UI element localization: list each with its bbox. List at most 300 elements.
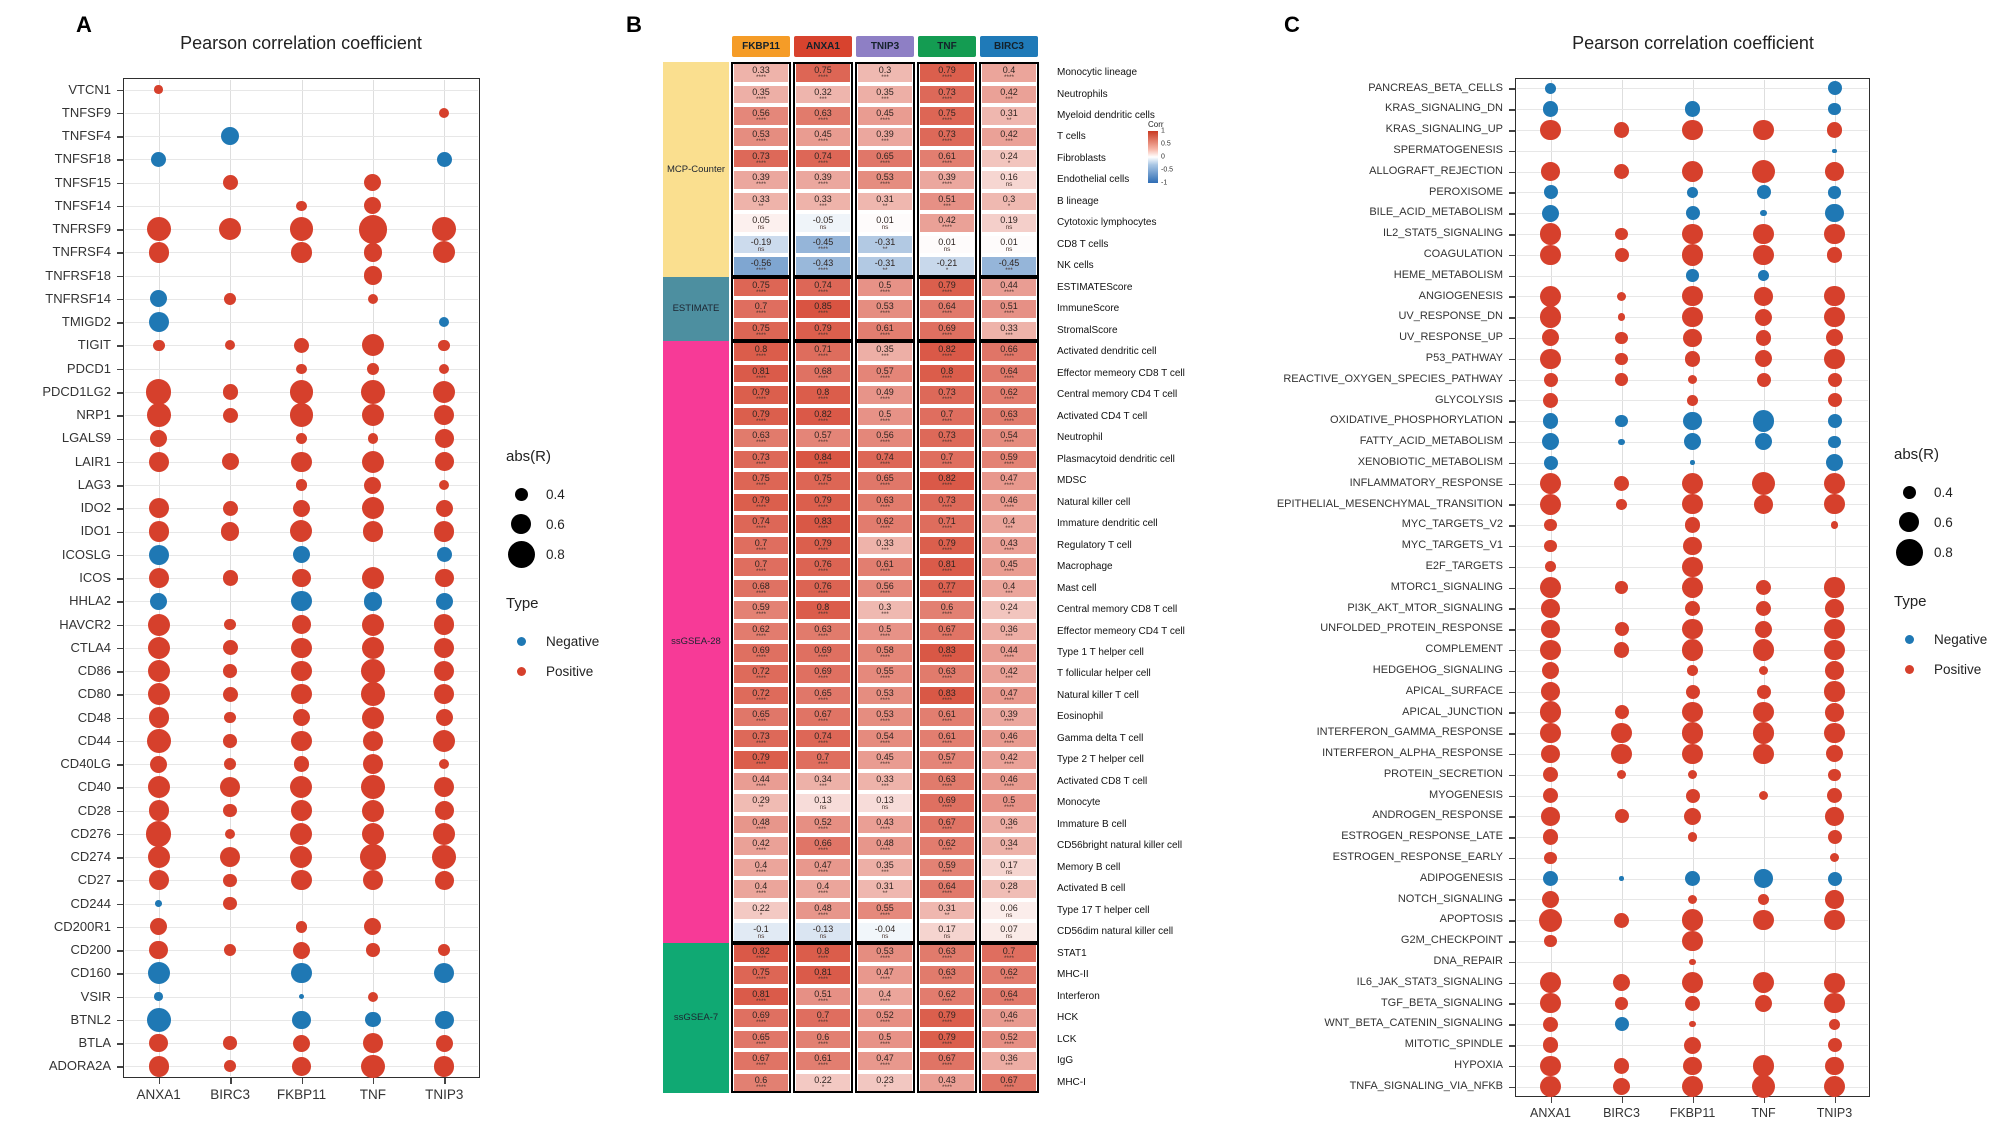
y-axis-label: APICAL_JUNCTION xyxy=(1402,705,1503,718)
data-dot xyxy=(1753,224,1773,244)
data-dot xyxy=(1542,205,1559,222)
heatmap-cell-significance: **** xyxy=(1003,417,1015,425)
heatmap-cell-significance: **** xyxy=(879,847,891,855)
data-dot xyxy=(1686,269,1698,281)
data-dot xyxy=(433,730,455,752)
data-dot xyxy=(1825,1057,1844,1076)
x-axis-label: TNIP3 xyxy=(1816,1106,1853,1120)
heatmap-cell-significance: **** xyxy=(817,825,829,833)
y-axis-label: DNA_REPAIR xyxy=(1433,955,1503,967)
heatmap-cell xyxy=(920,923,974,941)
heatmap-cell xyxy=(796,107,850,125)
heatmap-cell-significance: **** xyxy=(941,782,953,790)
size-dot-icon xyxy=(508,541,535,568)
heatmap-cell-significance: **** xyxy=(755,439,767,447)
heatmap-cell-value: 0.63 xyxy=(938,666,956,677)
heatmap-cell xyxy=(858,214,912,232)
heatmap-cell xyxy=(858,386,912,404)
colorbar-tick: 0.5 xyxy=(1161,140,1171,148)
y-axis-tick xyxy=(1509,421,1515,423)
y-axis-tick xyxy=(117,276,123,278)
heatmap-cell-significance: **** xyxy=(817,267,829,275)
heatmap-cell-value: 0.5 xyxy=(878,408,892,419)
heatmap-cell xyxy=(734,773,788,791)
heatmap-cell xyxy=(858,171,912,189)
data-dot xyxy=(435,569,454,588)
data-dot xyxy=(1824,993,1844,1013)
data-dot xyxy=(435,1011,454,1030)
heatmap-cell xyxy=(796,300,850,318)
heatmap-cell-value: 0.06 xyxy=(1000,902,1018,913)
y-axis-label: HEME_METABOLISM xyxy=(1393,268,1503,281)
heatmap-cell-value: 0.5 xyxy=(1002,795,1016,806)
heatmap-cell xyxy=(920,343,974,361)
heatmap-cell xyxy=(796,537,850,555)
row-label: Eosinophil xyxy=(1057,711,1104,723)
x-axis-label: FKBP11 xyxy=(276,1087,327,1102)
heatmap-cell-significance: **** xyxy=(817,589,829,597)
heatmap-cell-significance: ns xyxy=(881,224,889,232)
x-axis-label: TNF xyxy=(1751,1106,1776,1120)
data-dot xyxy=(1686,206,1700,220)
heatmap-cell xyxy=(982,988,1036,1006)
colorbar-tick: 1 xyxy=(1161,127,1165,135)
heatmap-cell-significance: *** xyxy=(881,611,889,618)
data-dot xyxy=(223,734,237,748)
heatmap-cell-value: 0.36 xyxy=(1000,816,1018,827)
y-axis-label: SPERMATOGENESIS xyxy=(1393,144,1503,156)
heatmap-cell xyxy=(920,644,974,662)
heatmap-cell-significance: *** xyxy=(1005,589,1013,597)
heatmap-cell-significance: **** xyxy=(941,954,953,962)
data-dot xyxy=(1753,245,1773,265)
heatmap-cell-significance: **** xyxy=(941,761,953,769)
row-label: Activated CD8 T cell xyxy=(1057,775,1148,787)
heatmap-cell xyxy=(734,386,788,404)
data-dot xyxy=(1541,682,1560,701)
heatmap-cell xyxy=(858,859,912,877)
heatmap-cell-value: 0.69 xyxy=(752,1010,770,1021)
y-axis-label: HHLA2 xyxy=(69,593,111,609)
heatmap-cell xyxy=(982,773,1036,791)
heatmap-cell-significance: ** xyxy=(882,267,888,275)
data-dot xyxy=(1615,581,1627,593)
data-dot xyxy=(146,379,172,405)
heatmap-cell xyxy=(734,451,788,469)
heatmap-cell xyxy=(734,279,788,297)
data-dot xyxy=(1753,910,1773,930)
heatmap-cell xyxy=(920,816,974,834)
heatmap-cell xyxy=(858,880,912,898)
heatmap-cell-significance: **** xyxy=(941,353,953,361)
heatmap-cell xyxy=(796,859,850,877)
heatmap-cell xyxy=(920,687,974,705)
heatmap-cell-significance: **** xyxy=(817,353,829,361)
heatmap-cell xyxy=(858,773,912,791)
heatmap-cell-significance: **** xyxy=(879,739,891,747)
heatmap-cell-significance: **** xyxy=(879,181,891,189)
y-axis-label: CD276 xyxy=(70,825,111,841)
heatmap-cell-value: 0.79 xyxy=(938,1010,956,1021)
y-axis-tick xyxy=(1509,213,1515,215)
data-dot xyxy=(1825,807,1844,826)
y-axis-tick xyxy=(117,252,123,254)
row-label: Type 17 T helper cell xyxy=(1057,904,1150,916)
heatmap-cell-significance: ns xyxy=(1005,911,1013,919)
heatmap-cell xyxy=(982,365,1036,383)
heatmap-cell-significance: **** xyxy=(817,138,829,146)
heatmap-cell xyxy=(982,64,1036,82)
heatmap-cell xyxy=(858,794,912,812)
data-dot xyxy=(1824,286,1844,306)
heatmap-cell xyxy=(796,880,850,898)
heatmap-cell-value: 0.67 xyxy=(752,1053,770,1064)
x-axis-tick xyxy=(1622,1097,1624,1103)
heatmap-cell-value: 0.52 xyxy=(814,816,832,827)
heatmap-cell-significance: **** xyxy=(1003,439,1015,447)
heatmap-cell-value: 0.16 xyxy=(1000,172,1018,183)
heatmap-cell-significance: **** xyxy=(755,718,767,726)
heatmap-cell-significance: **** xyxy=(1003,482,1015,490)
y-axis-tick xyxy=(1509,192,1515,194)
heatmap-cell xyxy=(920,64,974,82)
y-axis-label: TNFSF18 xyxy=(54,151,111,167)
heatmap-cell xyxy=(982,623,1036,641)
heatmap-cell-significance: **** xyxy=(755,159,767,167)
row-label: MDSC xyxy=(1057,475,1087,487)
heatmap-cell-significance: **** xyxy=(817,718,829,726)
heatmap-cell-significance: * xyxy=(1007,159,1011,167)
y-axis-tick xyxy=(117,973,123,975)
panel-c-label: C xyxy=(1284,12,1300,37)
heatmap-cell-value: 0.49 xyxy=(876,387,894,398)
heatmap-cell-value: 0.43 xyxy=(876,816,894,827)
data-dot xyxy=(1824,681,1844,701)
gridline-h xyxy=(125,299,478,300)
y-axis-label: MYC_TARGETS_V2 xyxy=(1401,518,1503,531)
heatmap-cell-value: 0.36 xyxy=(1000,1053,1018,1064)
y-axis-tick xyxy=(117,904,123,906)
heatmap-cell xyxy=(796,257,850,275)
data-dot xyxy=(360,844,386,870)
heatmap-cell-significance: **** xyxy=(817,761,829,769)
heatmap-cell xyxy=(858,1074,912,1092)
heatmap-cell-value: 0.69 xyxy=(814,666,832,677)
data-dot xyxy=(359,215,388,244)
heatmap-cell-value: 0.81 xyxy=(752,988,770,999)
y-axis-label: CD27 xyxy=(77,872,111,888)
y-axis-tick xyxy=(117,369,123,371)
y-axis-label: ICOS xyxy=(79,569,111,585)
y-axis-tick xyxy=(1509,671,1515,673)
heatmap-cell-significance: **** xyxy=(941,696,953,704)
y-axis-label: COAGULATION xyxy=(1423,247,1503,260)
heatmap-cell-value: 0.24 xyxy=(1000,602,1018,612)
y-axis-tick xyxy=(117,741,123,743)
data-dot xyxy=(1828,81,1842,95)
y-axis-tick xyxy=(1509,546,1515,548)
heatmap-cell-value: 0.63 xyxy=(938,967,956,978)
heatmap-cell-significance: * xyxy=(945,267,949,275)
data-dot xyxy=(362,637,384,659)
gridline-h xyxy=(1517,88,1868,89)
heatmap-cell-significance: ns xyxy=(1005,933,1013,941)
heatmap-cell-significance: **** xyxy=(941,589,953,597)
heatmap-cell-value: 0.45 xyxy=(1000,559,1018,569)
data-dot xyxy=(294,756,309,771)
size-legend-value: 0.6 xyxy=(546,516,565,532)
heatmap-cell xyxy=(982,515,1036,533)
heatmap-cell xyxy=(920,300,974,318)
y-axis-tick xyxy=(1509,338,1515,340)
heatmap-cell xyxy=(734,107,788,125)
heatmap-cell xyxy=(796,794,850,812)
data-dot xyxy=(1540,306,1562,328)
y-axis-label: TMIGD2 xyxy=(61,314,111,330)
heatmap-cell xyxy=(734,923,788,941)
heatmap-cell xyxy=(796,1074,850,1092)
heatmap-cell-value: 0.48 xyxy=(876,838,894,849)
y-axis-label: APICAL_SURFACE xyxy=(1405,684,1503,697)
heatmap-cell-significance: **** xyxy=(941,804,953,812)
y-axis-label: ANGIOGENESIS xyxy=(1418,289,1503,302)
panel-b-label: B xyxy=(626,12,642,37)
heatmap-cell-significance: **** xyxy=(1003,1019,1015,1027)
type-legend-value: Positive xyxy=(546,663,594,679)
heatmap-cell xyxy=(796,623,850,641)
heatmap-cell xyxy=(920,558,974,576)
y-axis-tick xyxy=(1509,234,1515,236)
heatmap-cell-value: 0.74 xyxy=(814,150,832,161)
heatmap-cell xyxy=(734,150,788,168)
heatmap-cell-value: 0.71 xyxy=(938,516,956,527)
heatmap-cell xyxy=(796,343,850,361)
heatmap-cell-value: 0.73 xyxy=(938,494,956,505)
heatmap-cell-value: 0.3 xyxy=(1002,193,1016,204)
heatmap-cell-value: 0.82 xyxy=(938,344,956,355)
y-axis-label: ADIPOGENESIS xyxy=(1419,871,1503,884)
data-dot xyxy=(1682,619,1702,639)
heatmap-cell xyxy=(734,708,788,726)
data-dot xyxy=(147,1008,171,1032)
data-dot xyxy=(1617,292,1626,301)
x-axis-label: TNF xyxy=(359,1087,387,1102)
y-axis-label: CD274 xyxy=(70,849,111,864)
y-axis-tick xyxy=(1509,380,1515,382)
heatmap-cell xyxy=(920,494,974,512)
data-dot xyxy=(1682,702,1702,722)
heatmap-cell-significance: **** xyxy=(817,525,829,533)
data-dot xyxy=(1682,557,1702,577)
heatmap-cell-significance: **** xyxy=(755,95,767,103)
y-axis-label: G2M_CHECKPOINT xyxy=(1400,934,1503,947)
data-dot xyxy=(1542,891,1559,908)
heatmap-cell xyxy=(734,322,788,340)
heatmap-cell-value: 0.33 xyxy=(752,193,770,204)
heatmap-cell-significance: ns xyxy=(1005,245,1013,253)
data-dot xyxy=(1825,599,1844,618)
heatmap-cell-significance: **** xyxy=(879,696,891,704)
correlation-colorbar xyxy=(1148,120,1174,187)
heatmap-cell-value: 0.47 xyxy=(814,859,832,870)
heatmap-cell-value: 0.79 xyxy=(814,494,832,505)
data-dot xyxy=(361,1055,385,1079)
data-dot xyxy=(1541,807,1560,826)
gridline-h xyxy=(125,136,478,137)
heatmap-cell-significance: *** xyxy=(881,95,889,103)
heatmap-cell-significance: **** xyxy=(755,417,767,425)
heatmap-cell xyxy=(858,708,912,726)
row-label: Central memory CD8 T cell xyxy=(1057,604,1178,615)
heatmap-cell xyxy=(920,1031,974,1049)
heatmap-cell-value: 0.67 xyxy=(938,623,956,634)
heatmap-cell xyxy=(796,1031,850,1049)
y-axis-label: FATTY_ACID_METABOLISM xyxy=(1359,435,1503,448)
heatmap-cell-value: 0.53 xyxy=(876,301,894,312)
data-dot xyxy=(1540,993,1560,1013)
heatmap-cell-value: 0.57 xyxy=(814,430,832,441)
heatmap-cell xyxy=(858,1052,912,1070)
y-axis-label: NOTCH_SIGNALING xyxy=(1397,892,1503,905)
heatmap-cell-value: 0.69 xyxy=(752,645,770,655)
heatmap-cell-significance: **** xyxy=(817,739,829,747)
heatmap-cell xyxy=(858,279,912,297)
group-band: ESTIMATE xyxy=(663,277,729,341)
heatmap-cell-significance: ** xyxy=(758,804,764,812)
data-dot xyxy=(1611,744,1631,764)
data-dot xyxy=(368,992,378,1002)
heatmap-cell-value: 0.8 xyxy=(816,387,830,398)
group-band: ssGSEA-7 xyxy=(663,943,729,1093)
column-chip: ANXA1 xyxy=(794,36,852,57)
heatmap-cell-value: 0.7 xyxy=(816,752,830,763)
data-dot xyxy=(1683,537,1702,556)
data-dot xyxy=(1682,639,1704,661)
data-dot xyxy=(1682,307,1702,327)
data-dot xyxy=(1619,876,1624,881)
data-dot xyxy=(223,687,238,702)
data-dot xyxy=(1757,373,1771,387)
heatmap-cell-significance: **** xyxy=(1003,696,1015,704)
heatmap-cell-significance: ** xyxy=(882,245,888,253)
y-axis-tick xyxy=(1509,276,1515,278)
heatmap-cell-significance: **** xyxy=(1003,310,1015,318)
y-axis-tick xyxy=(1509,962,1515,964)
heatmap-cell xyxy=(982,171,1036,189)
heatmap-cell xyxy=(920,708,974,726)
data-dot xyxy=(1689,1021,1695,1027)
data-dot xyxy=(1615,705,1629,719)
heatmap-cell xyxy=(796,408,850,426)
heatmap-cell-value: 0.68 xyxy=(752,580,770,591)
x-axis-label: TNIP3 xyxy=(425,1087,464,1102)
data-dot xyxy=(291,684,311,704)
y-axis-tick xyxy=(1509,1045,1515,1047)
heatmap-cell-value: 0.63 xyxy=(1000,408,1018,419)
y-axis-label: LGALS9 xyxy=(61,430,111,446)
heatmap-cell xyxy=(858,580,912,598)
size-dot-icon xyxy=(1896,539,1923,566)
y-axis-tick xyxy=(1509,567,1515,569)
heatmap-cell-value: 0.62 xyxy=(1000,387,1018,398)
heatmap-cell-value: 0.7 xyxy=(940,408,954,419)
heatmap-cell-value: 0.59 xyxy=(752,602,770,612)
data-dot xyxy=(1828,872,1842,886)
data-dot xyxy=(1828,186,1840,198)
data-dot xyxy=(223,175,238,190)
heatmap-cell-significance: **** xyxy=(879,374,891,382)
heatmap-cell-value: 0.5 xyxy=(878,623,892,634)
heatmap-cell xyxy=(734,837,788,855)
heatmap-cell-value: 0.62 xyxy=(938,838,956,849)
data-dot xyxy=(1682,744,1702,764)
heatmap-cell-significance: **** xyxy=(817,1019,829,1027)
heatmap-cell-significance: **** xyxy=(817,632,829,640)
heatmap-cell-significance: *** xyxy=(881,782,889,790)
size-legend-item xyxy=(506,509,599,539)
data-dot xyxy=(1543,1037,1559,1053)
heatmap-cell-significance: * xyxy=(1007,202,1011,210)
heatmap-cell-value: 0.73 xyxy=(938,387,956,398)
heatmap-cell xyxy=(982,429,1036,447)
heatmap-cell-value: 0.77 xyxy=(938,580,956,591)
data-dot xyxy=(368,433,378,443)
heatmap-cell-significance: **** xyxy=(817,696,829,704)
heatmap-cell-value: 0.42 xyxy=(752,838,770,849)
heatmap-cell-significance: **** xyxy=(817,997,829,1005)
heatmap-cell-value: 0.43 xyxy=(1000,537,1018,548)
row-label: Plasmacytoid dendritic cell xyxy=(1057,453,1175,465)
heatmap-cell-value: -0.13 xyxy=(812,924,834,935)
y-axis-label: KRAS_SIGNALING_DN xyxy=(1385,102,1503,115)
heatmap-cell-value: 0.39 xyxy=(876,129,894,140)
heatmap-cell xyxy=(796,687,850,705)
heatmap-cell-value: 0.51 xyxy=(814,988,832,999)
heatmap-cell-value: 0.01 xyxy=(876,215,894,226)
heatmap-cell-value: 0.73 xyxy=(938,86,956,97)
heatmap-cell xyxy=(734,86,788,104)
data-dot xyxy=(1753,744,1773,764)
y-axis-label: BTLA xyxy=(78,1035,111,1051)
heatmap-cell-significance: **** xyxy=(755,1040,767,1048)
heatmap-cell-significance: **** xyxy=(755,288,767,296)
data-dot xyxy=(1614,1058,1630,1074)
heatmap-cell xyxy=(920,107,974,125)
heatmap-cell-significance: **** xyxy=(941,654,953,661)
colorbar-gradient xyxy=(1148,131,1158,183)
size-legend-value: 0.4 xyxy=(546,486,565,502)
heatmap-cell xyxy=(920,880,974,898)
heatmap-cell xyxy=(982,1052,1036,1070)
data-dot xyxy=(149,242,169,262)
y-axis-tick xyxy=(117,485,123,487)
heatmap-cell xyxy=(858,64,912,82)
heatmap-cell xyxy=(796,665,850,683)
heatmap-cell xyxy=(734,515,788,533)
heatmap-cell xyxy=(734,601,788,619)
heatmap-cell-significance: **** xyxy=(941,890,953,898)
heatmap-cell xyxy=(858,236,912,254)
data-dot xyxy=(1544,456,1558,470)
heatmap-cell-value: 0.81 xyxy=(814,967,832,978)
heatmap-cell-significance: **** xyxy=(879,718,891,726)
heatmap-cell-significance: **** xyxy=(1003,761,1015,769)
heatmap-cell-significance: **** xyxy=(941,1062,953,1070)
heatmap-cell-significance: **** xyxy=(1003,1083,1015,1091)
y-axis-label: CD40LG xyxy=(60,756,111,771)
type-legend-value: Negative xyxy=(546,633,600,649)
heatmap-cell-significance: ns xyxy=(819,933,827,941)
